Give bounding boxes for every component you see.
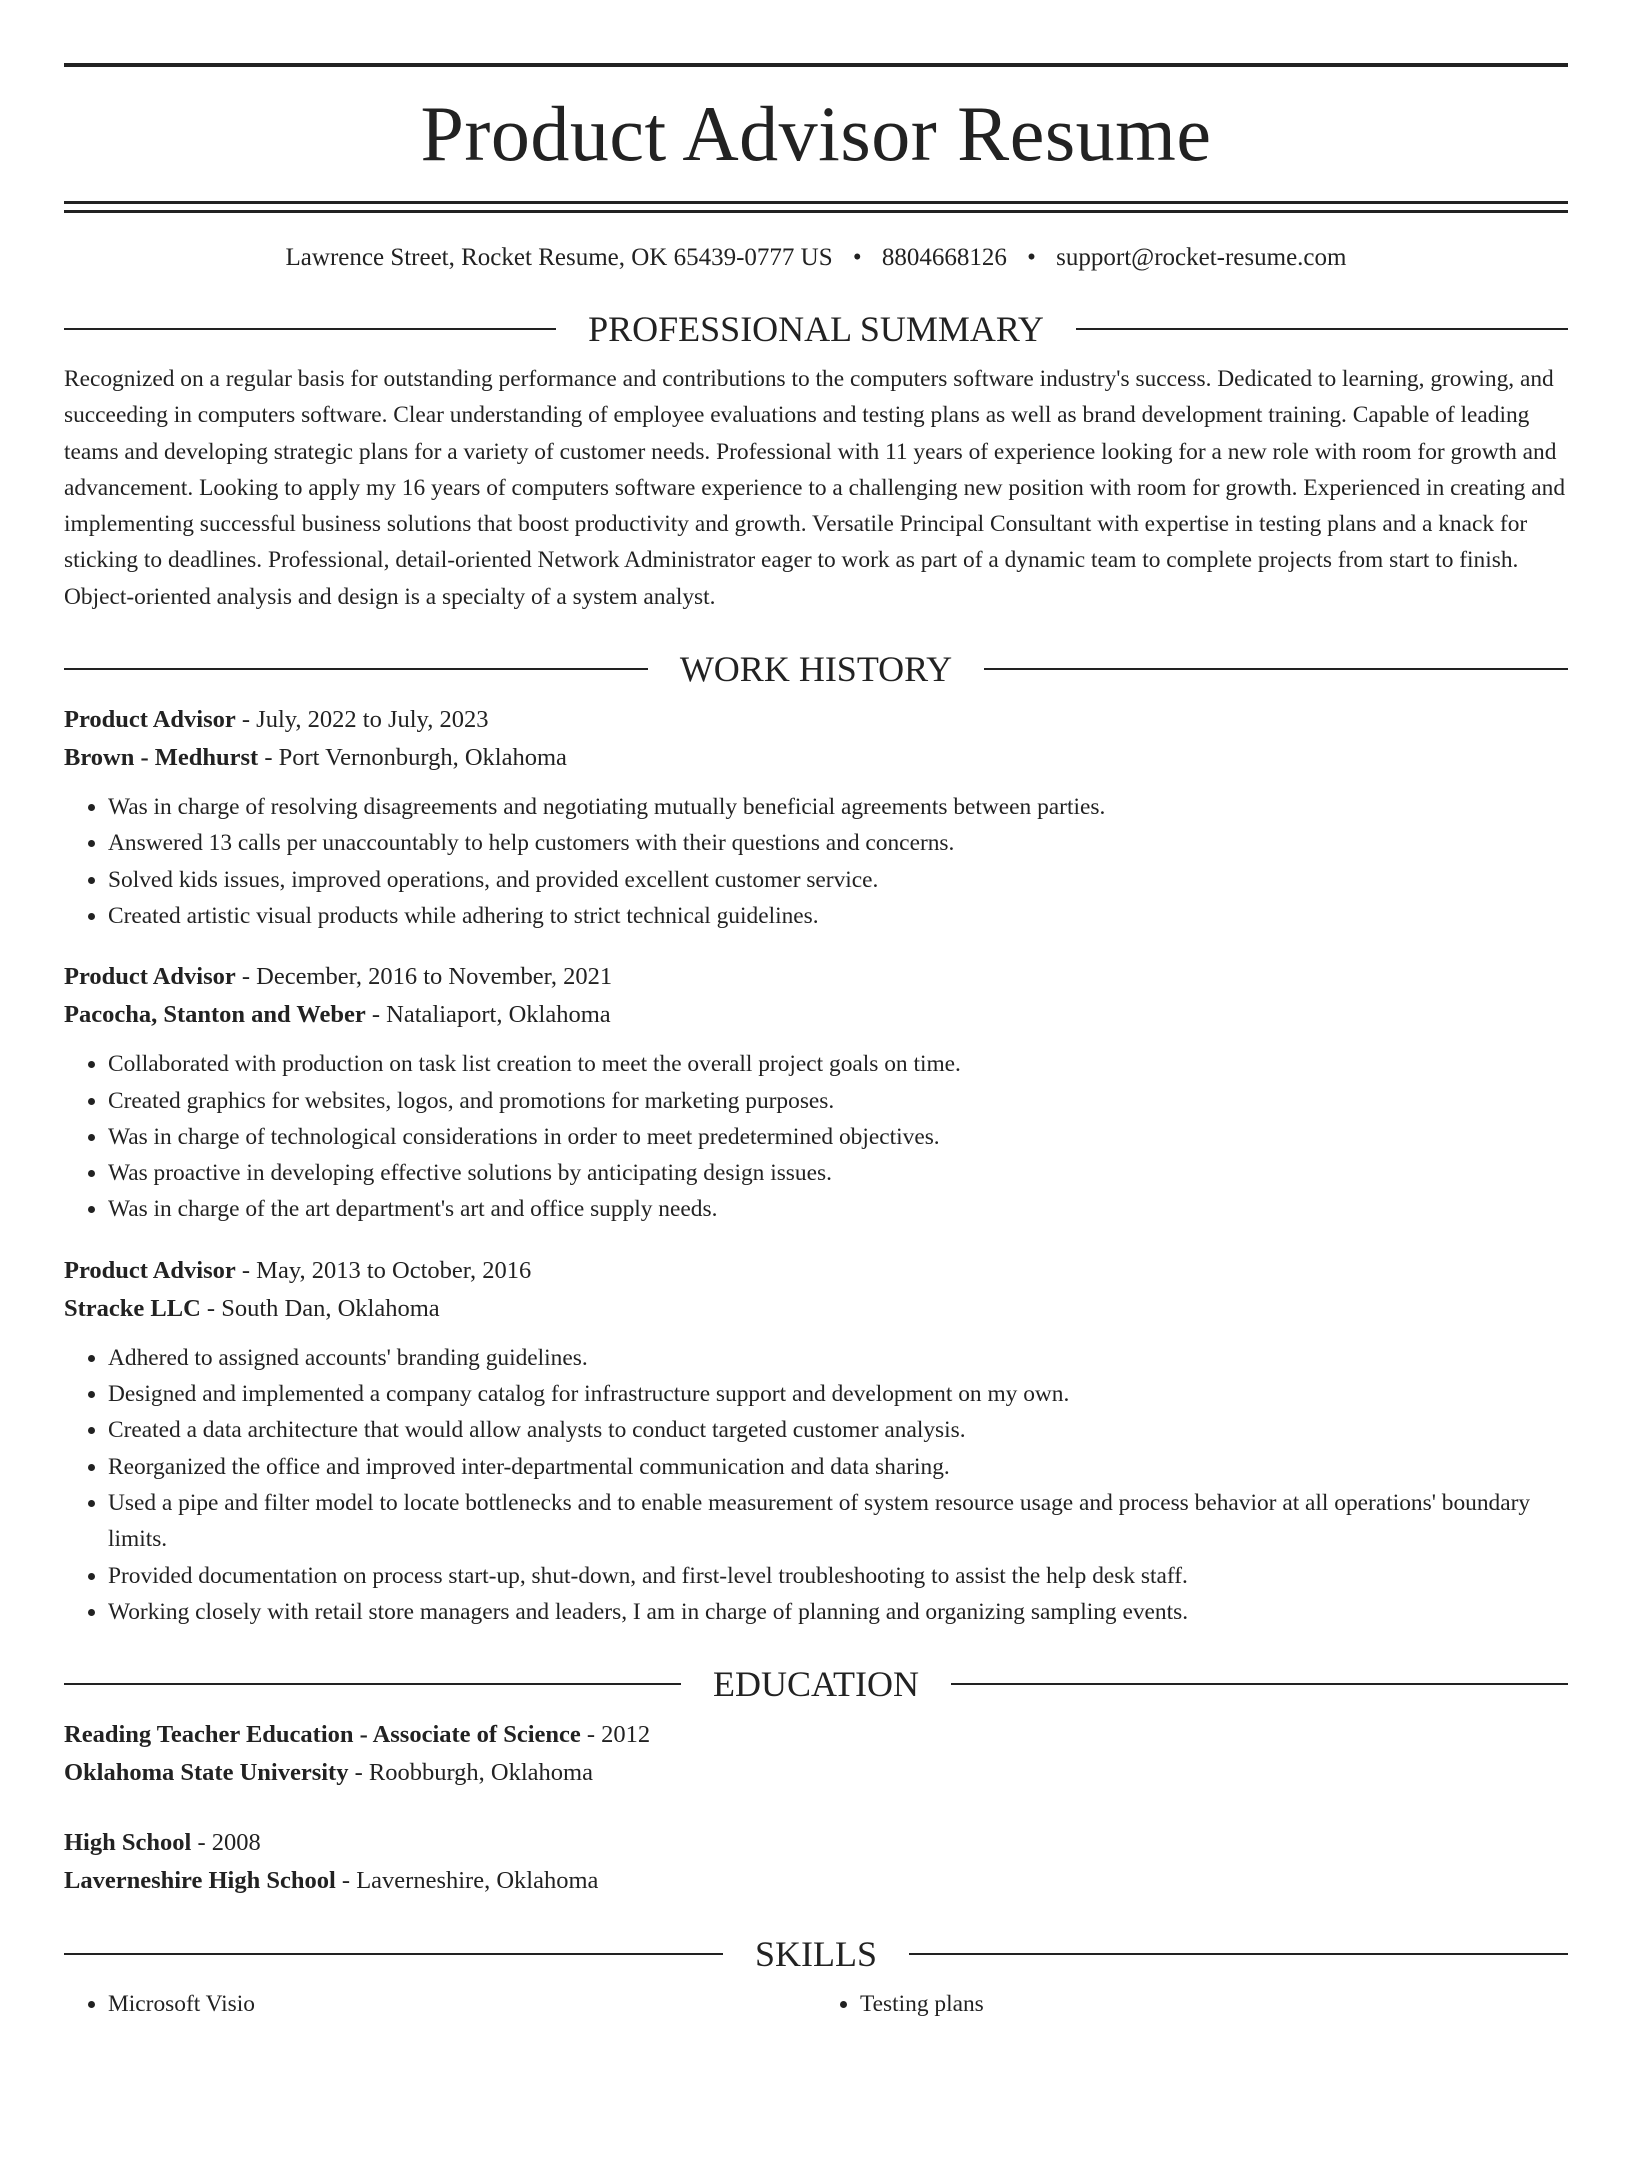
job-role: Product Advisor: [64, 1256, 236, 1284]
education-degree-line: [64, 1716, 1568, 1754]
section-rule: [1076, 328, 1568, 330]
skill-item: • Testing plans: [860, 1986, 1568, 2022]
section-title-work: WORK HISTORY: [679, 649, 953, 690]
list-item: • Adhered to assigned accounts' branding guidelines.: [108, 1340, 1568, 1376]
section-rule: [64, 328, 556, 330]
job-dates: - July, 2022 to July, 2023: [235, 706, 489, 734]
job-role-line: [64, 701, 1568, 739]
job-dates: - May, 2013 to October, 2016: [235, 1256, 532, 1284]
list-item: • Collaborated with production on task list creation to meet the overall project goals on time.: [108, 1046, 1568, 1082]
summary-text: Recognized on a regular basis for outstanding performance and contributions to the computers software industry's success. Dedicated to learning, growing, and succeeding in computers software. Clear understanding of employee evaluations and testing plans as well as brand development training. Capable of leading teams and developing strategic plans for a variety of customer needs. Professional with 11 years of experience looking for a new role with room for growth and advancement. Looking to apply my 16 years of computers software experience to a challenging new position with room for growth. Experienced in creating and implementing successful business solutions that boost productivity and growth. Versatile Principal Consultant with expertise in testing plans and a knack for sticking to deadlines. Professional, detail-oriented Network Administrator eager to work as part of a dynamic team to complete projects from start to finish. Object-oriented analysis and design is a specialty of a system analyst.: [64, 366, 1566, 610]
contact-phone: 8804668126: [881, 244, 1007, 271]
list-item: • Was in charge of technological considerations in order to meet predetermined objectives.: [108, 1119, 1568, 1155]
job-bullets: [64, 789, 1568, 934]
section-rule: [64, 1683, 681, 1685]
education-school-line: [64, 1754, 1568, 1792]
resume-page: [0, 63, 1632, 2175]
job-location: - South Dan, Oklahoma: [200, 1294, 440, 1322]
education-degree: High School: [64, 1829, 192, 1857]
education-entry: [64, 1716, 1568, 1792]
contact-separator: •: [852, 244, 862, 271]
section-header-education: [64, 1664, 1568, 1704]
list-item: • Was in charge of the art department's art and office supply needs.: [108, 1191, 1568, 1227]
list-item: • Was in charge of resolving disagreements and negotiating mutually beneficial agreements between parties.: [108, 789, 1568, 825]
job-entry: [64, 1252, 1568, 1630]
section-title-skills: SKILLS: [755, 1934, 878, 1975]
education-school: Oklahoma State University: [64, 1759, 349, 1787]
list-item: • Provided documentation on process start-up, shut-down, and first-level troubleshooting to assist the help desk staff.: [108, 1558, 1568, 1594]
contact-email: support@rocket-resume.com: [1056, 244, 1347, 271]
section-title-education: EDUCATION: [713, 1664, 919, 1705]
section-header-work: [64, 649, 1568, 689]
list-item: • Answered 13 calls per unaccountably to help customers with their questions and concerns.: [108, 825, 1568, 861]
skills-left-column: [64, 1986, 816, 2022]
job-company: Pacocha, Stanton and Weber: [64, 1001, 366, 1029]
job-location: - Nataliaport, Oklahoma: [365, 1001, 611, 1029]
section-rule: [64, 1953, 723, 1955]
contact-line: [64, 245, 1568, 275]
job-company-line: [64, 739, 1568, 777]
section-rule: [909, 1953, 1568, 1955]
job-dates: - December, 2016 to November, 2021: [235, 963, 613, 991]
section-rule: [951, 1683, 1568, 1685]
education-degree-line: [64, 1824, 1568, 1862]
job-bullets: [64, 1046, 1568, 1227]
education-location: - Roobburgh, Oklahoma: [348, 1759, 593, 1787]
education-location: - Laverneshire, Oklahoma: [335, 1867, 599, 1895]
list-item: • Used a pipe and filter model to locate bottlenecks and to enable measurement of system resource usage and process behavior at all operations' boundary limits.: [108, 1485, 1568, 1558]
list-item: • Designed and implemented a company catalog for infrastructure support and development on my own.: [108, 1376, 1568, 1412]
job-bullets: [64, 1340, 1568, 1630]
job-company: Stracke LLC: [64, 1294, 201, 1322]
double-rule: [64, 201, 1568, 213]
section-header-summary: [64, 309, 1568, 349]
education-year: - 2012: [580, 1721, 651, 1749]
job-company-line: [64, 1290, 1568, 1328]
job-entry: [64, 701, 1568, 934]
section-title-summary: PROFESSIONAL SUMMARY: [588, 309, 1044, 349]
skills-right-column: [816, 1986, 1568, 2022]
list-item: • Created a data architecture that would allow analysts to conduct targeted customer analysis.: [108, 1412, 1568, 1448]
resume-title: Product Advisor Resume: [420, 90, 1212, 177]
job-role-line: [64, 958, 1568, 996]
education-year: - 2008: [191, 1829, 261, 1857]
list-item: • Created artistic visual products while adhering to strict technical guidelines.: [108, 898, 1568, 934]
section-header-skills: [64, 1934, 1568, 1974]
top-rule: [64, 63, 1568, 67]
job-role-line: [64, 1252, 1568, 1290]
list-item: • Working closely with retail store managers and leaders, I am in charge of planning and organizing sampling events.: [108, 1594, 1568, 1630]
job-role: Product Advisor: [64, 706, 236, 734]
section-rule: [64, 668, 648, 670]
education-school-line: [64, 1862, 1568, 1900]
list-item: • Reorganized the office and improved inter-departmental communication and data sharing.: [108, 1449, 1568, 1485]
education-degree: Reading Teacher Education - Associate of Science: [64, 1721, 581, 1749]
job-entry: [64, 958, 1568, 1227]
education-school: Laverneshire High School: [64, 1867, 336, 1895]
education-entry: [64, 1824, 1568, 1900]
contact-separator: •: [1027, 244, 1036, 271]
job-company: Brown - Medhurst: [64, 744, 259, 772]
skills-columns: [64, 1986, 1568, 2022]
contact-address: Lawrence Street, Rocket Resume, OK 65439-0777 US: [285, 244, 833, 271]
skill-item: • Microsoft Visio: [108, 1986, 816, 2022]
job-company-line: [64, 996, 1568, 1034]
list-item: • Was proactive in developing effective solutions by anticipating design issues.: [108, 1155, 1568, 1191]
job-role: Product Advisor: [64, 963, 236, 991]
list-item: • Solved kids issues, improved operations, and provided excellent customer service.: [108, 862, 1568, 898]
list-item: • Created graphics for websites, logos, and promotions for marketing purposes.: [108, 1083, 1568, 1119]
job-location: - Port Vernonburgh, Oklahoma: [258, 744, 567, 772]
section-rule: [984, 668, 1568, 670]
